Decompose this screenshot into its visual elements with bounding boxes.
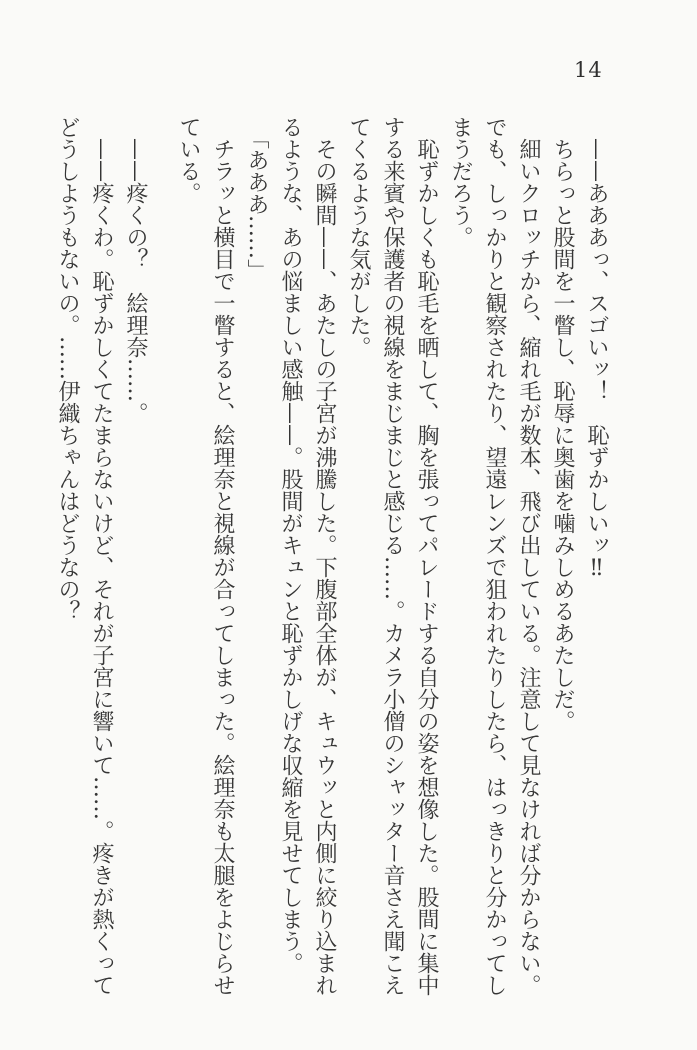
- text-body: [50, 116, 613, 998]
- paragraph-quote-aaa: 「あああ……」: [244, 116, 269, 281]
- paragraph-glance: ちらっと股間を一瞥し、恥辱に奥歯を噛みしめるあたしだ。: [550, 116, 575, 732]
- paragraph-moment: その瞬間——、あたしの子宮が沸騰した。下腹部全体が、キュウッと内側に絞り込まれるような、あの悩ましい感触——。股間がキュンと恥ずかしげな収縮を見せてしまう。: [278, 116, 337, 996]
- paragraph-crotch: 細いクロッチから、縮れ毛が数本、飛び出している。注意して見なければ分からない。でも、しっかりと観察されたり、望遠レンズで狙われたりしたら、はっきりと分かってしまうだろう。: [448, 116, 541, 996]
- paragraph-dialogue-question: ——疼くの？ 絵理奈……。: [123, 116, 148, 424]
- paragraph-parade-imagination: 恥ずかしくも恥毛を晒して、胸を張ってパレードする自分の姿を想像した。股間に集中する来賓や保護者の視線をまじまじと感じる……。カメラ小僧のシャッター音さえ聞こえてくるような気がした。: [346, 116, 439, 996]
- page-number: 14: [574, 58, 603, 82]
- paragraph-eye-contact: チラッと横目で一瞥すると、絵理奈と視線が合ってしまった。絵理奈も太腿をよじらせている。: [176, 116, 235, 996]
- paragraph-exclamation: ——あああっ、スゴいッ！ 恥ずかしいッ‼: [584, 116, 609, 581]
- paragraph-dialogue-answer: ——疼くわ。恥ずかしくてたまらないけど、それが子宮に響いて……。疼きが熱くってどうしようもないの。……伊織ちゃんはどうなの？: [55, 116, 114, 996]
